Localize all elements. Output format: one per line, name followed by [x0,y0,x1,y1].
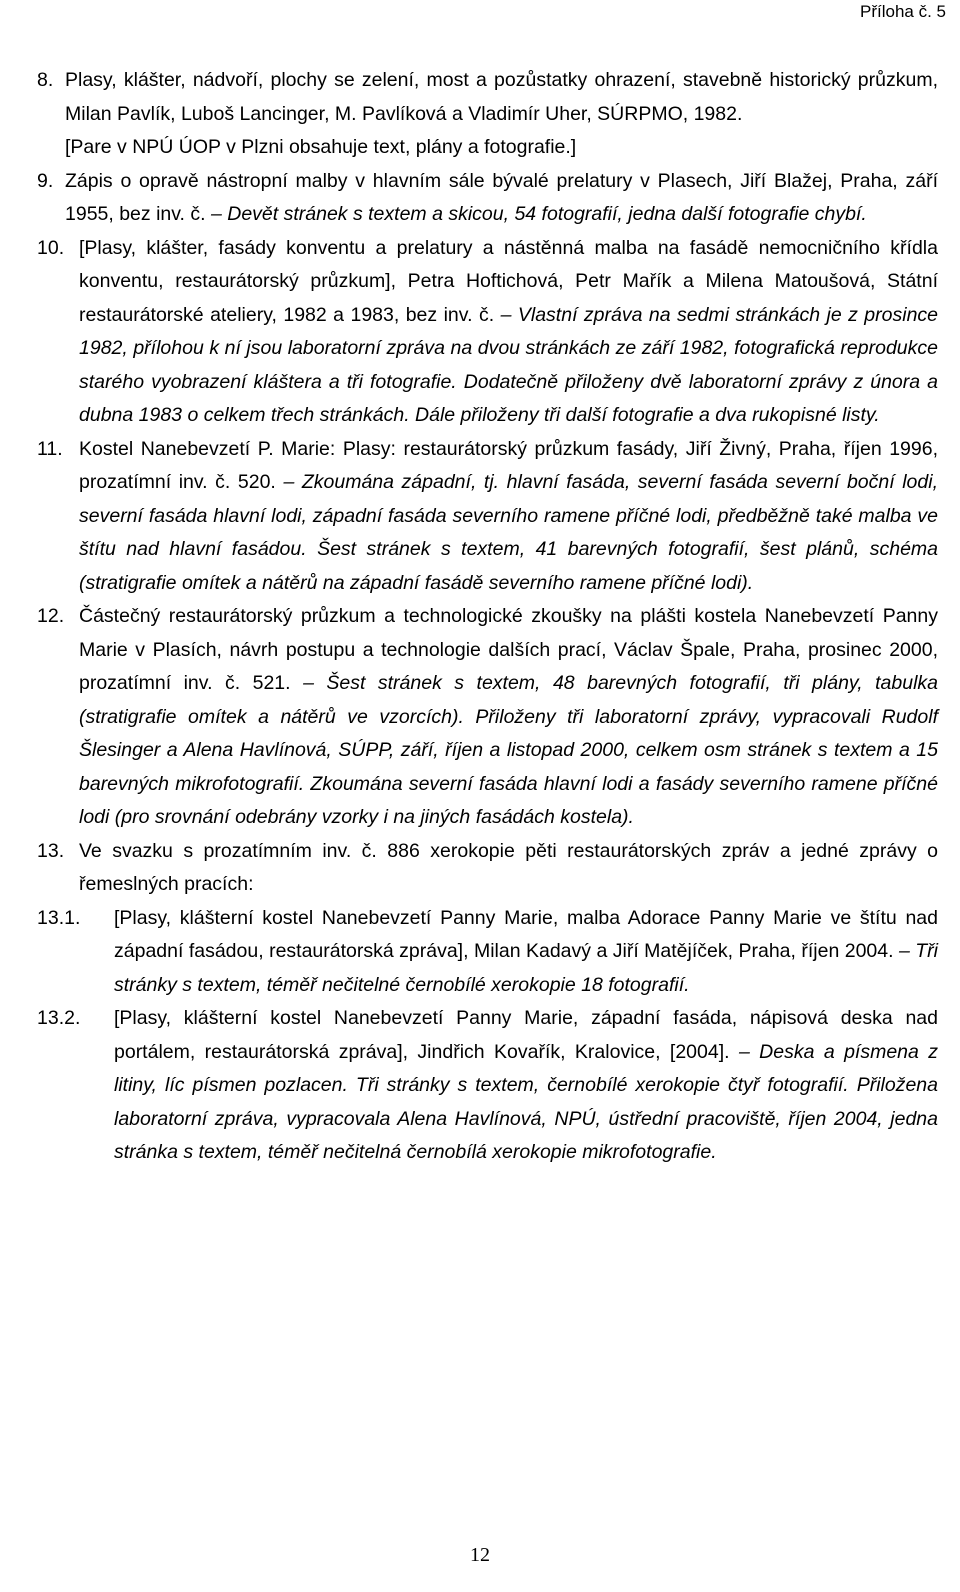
subitem-number: 13.1. [37,906,81,929]
item-main-text: Kostel Nanebevzetí P. Marie: Plasy: restaurátorský průzkum fasády, Jiří Živný, Praha, říjen 1996, prozatímní inv. č. 520. [79,437,938,493]
item-number: 11. [37,437,63,460]
item-text [65,64,938,165]
item-main-text: Ve svazku s prozatímním inv. č. 886 xerokopie pěti restaurátorských zpráv a jedné zprávy o řemeslných pracích: [79,839,938,895]
sub-list-item [37,1002,938,1170]
page-number: 12 [470,1544,490,1566]
item-text [79,835,938,902]
item-description: – Zkoumána západní, tj. hlavní fasáda, severní fasáda severní boční lodi, severní fasáda hlavní lodi, západní fasáda severního ramene příčné lodi, předběžně také malba ve štítu nad hlavní fasádou. Šest stránek s textem, 41 barevných fotografií, šest plánů, schéma (stratigrafie omítek a nátěrů na západní fasádě severního ramene příčné lodi). [79,471,939,594]
item-text [65,165,938,232]
item-main-text: Zápis o opravě nástropní malby v hlavním sále bývalé prelatury v Plasech, Jiří Blažej, Praha, září 1955, bez inv. č. [65,169,938,225]
subitem-number: 13.2. [37,1007,81,1029]
item-main-text: Částečný restaurátorský průzkum a technologické zkoušky na plášti kostela Nanebevzetí Panny Marie v Plasích, návrh postupu a technologie dalších prací, Václav Špale, Praha, prosinec 2000, prozatímní inv. č. 521. [79,605,938,694]
attachment-label: Příloha č. 5 [860,2,946,21]
subitem-description: – Deska a písmena z litiny, líc písmen pozlacen. Tři stránky s textem, černobílé xerokopie čtyř fotografií. Přiložena laboratorní zpráva, vypracovala Alena Havlínová, NPÚ, ústřední pracoviště, říjen 2004, jedna stránka s textem, téměř nečitelná černobílá xerokopie mikrofotografie. [114,1040,938,1163]
item-number: 9. [37,169,54,192]
subitem-main-text: [Plasy, klášterní kostel Nanebevzetí Panny Marie, západní fasáda, nápisová deska nad portálem, restaurátorská zpráva], Jindřich Kovařík, Kralovice, [2004]. [114,1007,938,1063]
item-number: 10. [37,236,65,259]
item-number: 12. [37,605,65,627]
sub-list-item [37,902,938,1003]
list-item [37,165,938,232]
document-body [37,64,938,1170]
item-main-text: [Plasy, klášter, fasády konventu a prelatury a nástěnná malba na fasádě nemocničního křídla konventu, restaurátorský průzkum], Petra Hoftichová, Petr Mařík a Milena Matoušová, Státní restaurátorské ateliery, 1982 a 1983, bez inv. č. [79,236,938,326]
subitem-description: – Tři stránky s textem, téměř nečitelné černobílé xerokopie 18 fotografií. [114,940,939,996]
list-item [37,64,938,165]
subitem-text [114,902,938,1003]
item-text [79,232,938,433]
item-note: [Pare v NPÚ ÚOP v Plzni obsahuje text, plány a fotografie.] [65,136,577,158]
item-description: – Vlastní zpráva na sedmi stránkách je z prosince 1982, přílohou k ní jsou laboratorní zpráva na dvou stránkách ze září 1982, fotografická reprodukce starého vyobrazení kláštera a tři fotografie. Dodatečně přiloženy dvě laboratorní zprávy z února a dubna 1983 o celkem třech stránkách. Dále přiloženy tři další fotografie a dva rukopisné listy. [79,303,939,426]
item-number: 8. [37,69,54,91]
subitem-main-text: [Plasy, klášterní kostel Nanebevzetí Panny Marie, malba Adorace Panny Marie ve štítu nad západní fasádou, restaurátorská zpráva], Milan Kadavý a Jiří Matějíček, Praha, říjen 2004. [114,906,938,962]
list-item [37,835,938,902]
list-item [37,600,938,835]
item-description: – Devět stránek s textem a skicou, 54 fotografií, jedna další fotografie chybí. [210,203,867,225]
item-main-text: Plasy, klášter, nádvoří, plochy se zelení, most a pozůstatky ohrazení, stavebně historický průzkum, Milan Pavlík, Luboš Lancinger, M. Pavlíková a Vladimír Uher, SÚRPMO, 1982. [65,69,938,125]
item-description: – Šest stránek s textem, 48 barevných fotografií, tři plány, tabulka (stratigrafie omítek a nátěrů ve vzorcích). Přiloženy tři laboratorní zprávy, vypracovali Rudolf Šlesinger a Alena Havlínová, SÚPP, září, říjen a listopad 2000, celkem osm stránek s textem a 15 barevných mikrofotografií. Zkoumána severní fasáda hlavní lodi a fasády severního ramene příčné lodi (pro srovnání odebrány vzorky i na jiných fasádách kostela). [79,672,938,828]
item-text [79,433,938,601]
item-text [79,600,938,835]
list-item [37,433,938,601]
subitem-text [114,1002,938,1170]
item-number: 13. [37,839,65,862]
list-item [37,232,938,433]
